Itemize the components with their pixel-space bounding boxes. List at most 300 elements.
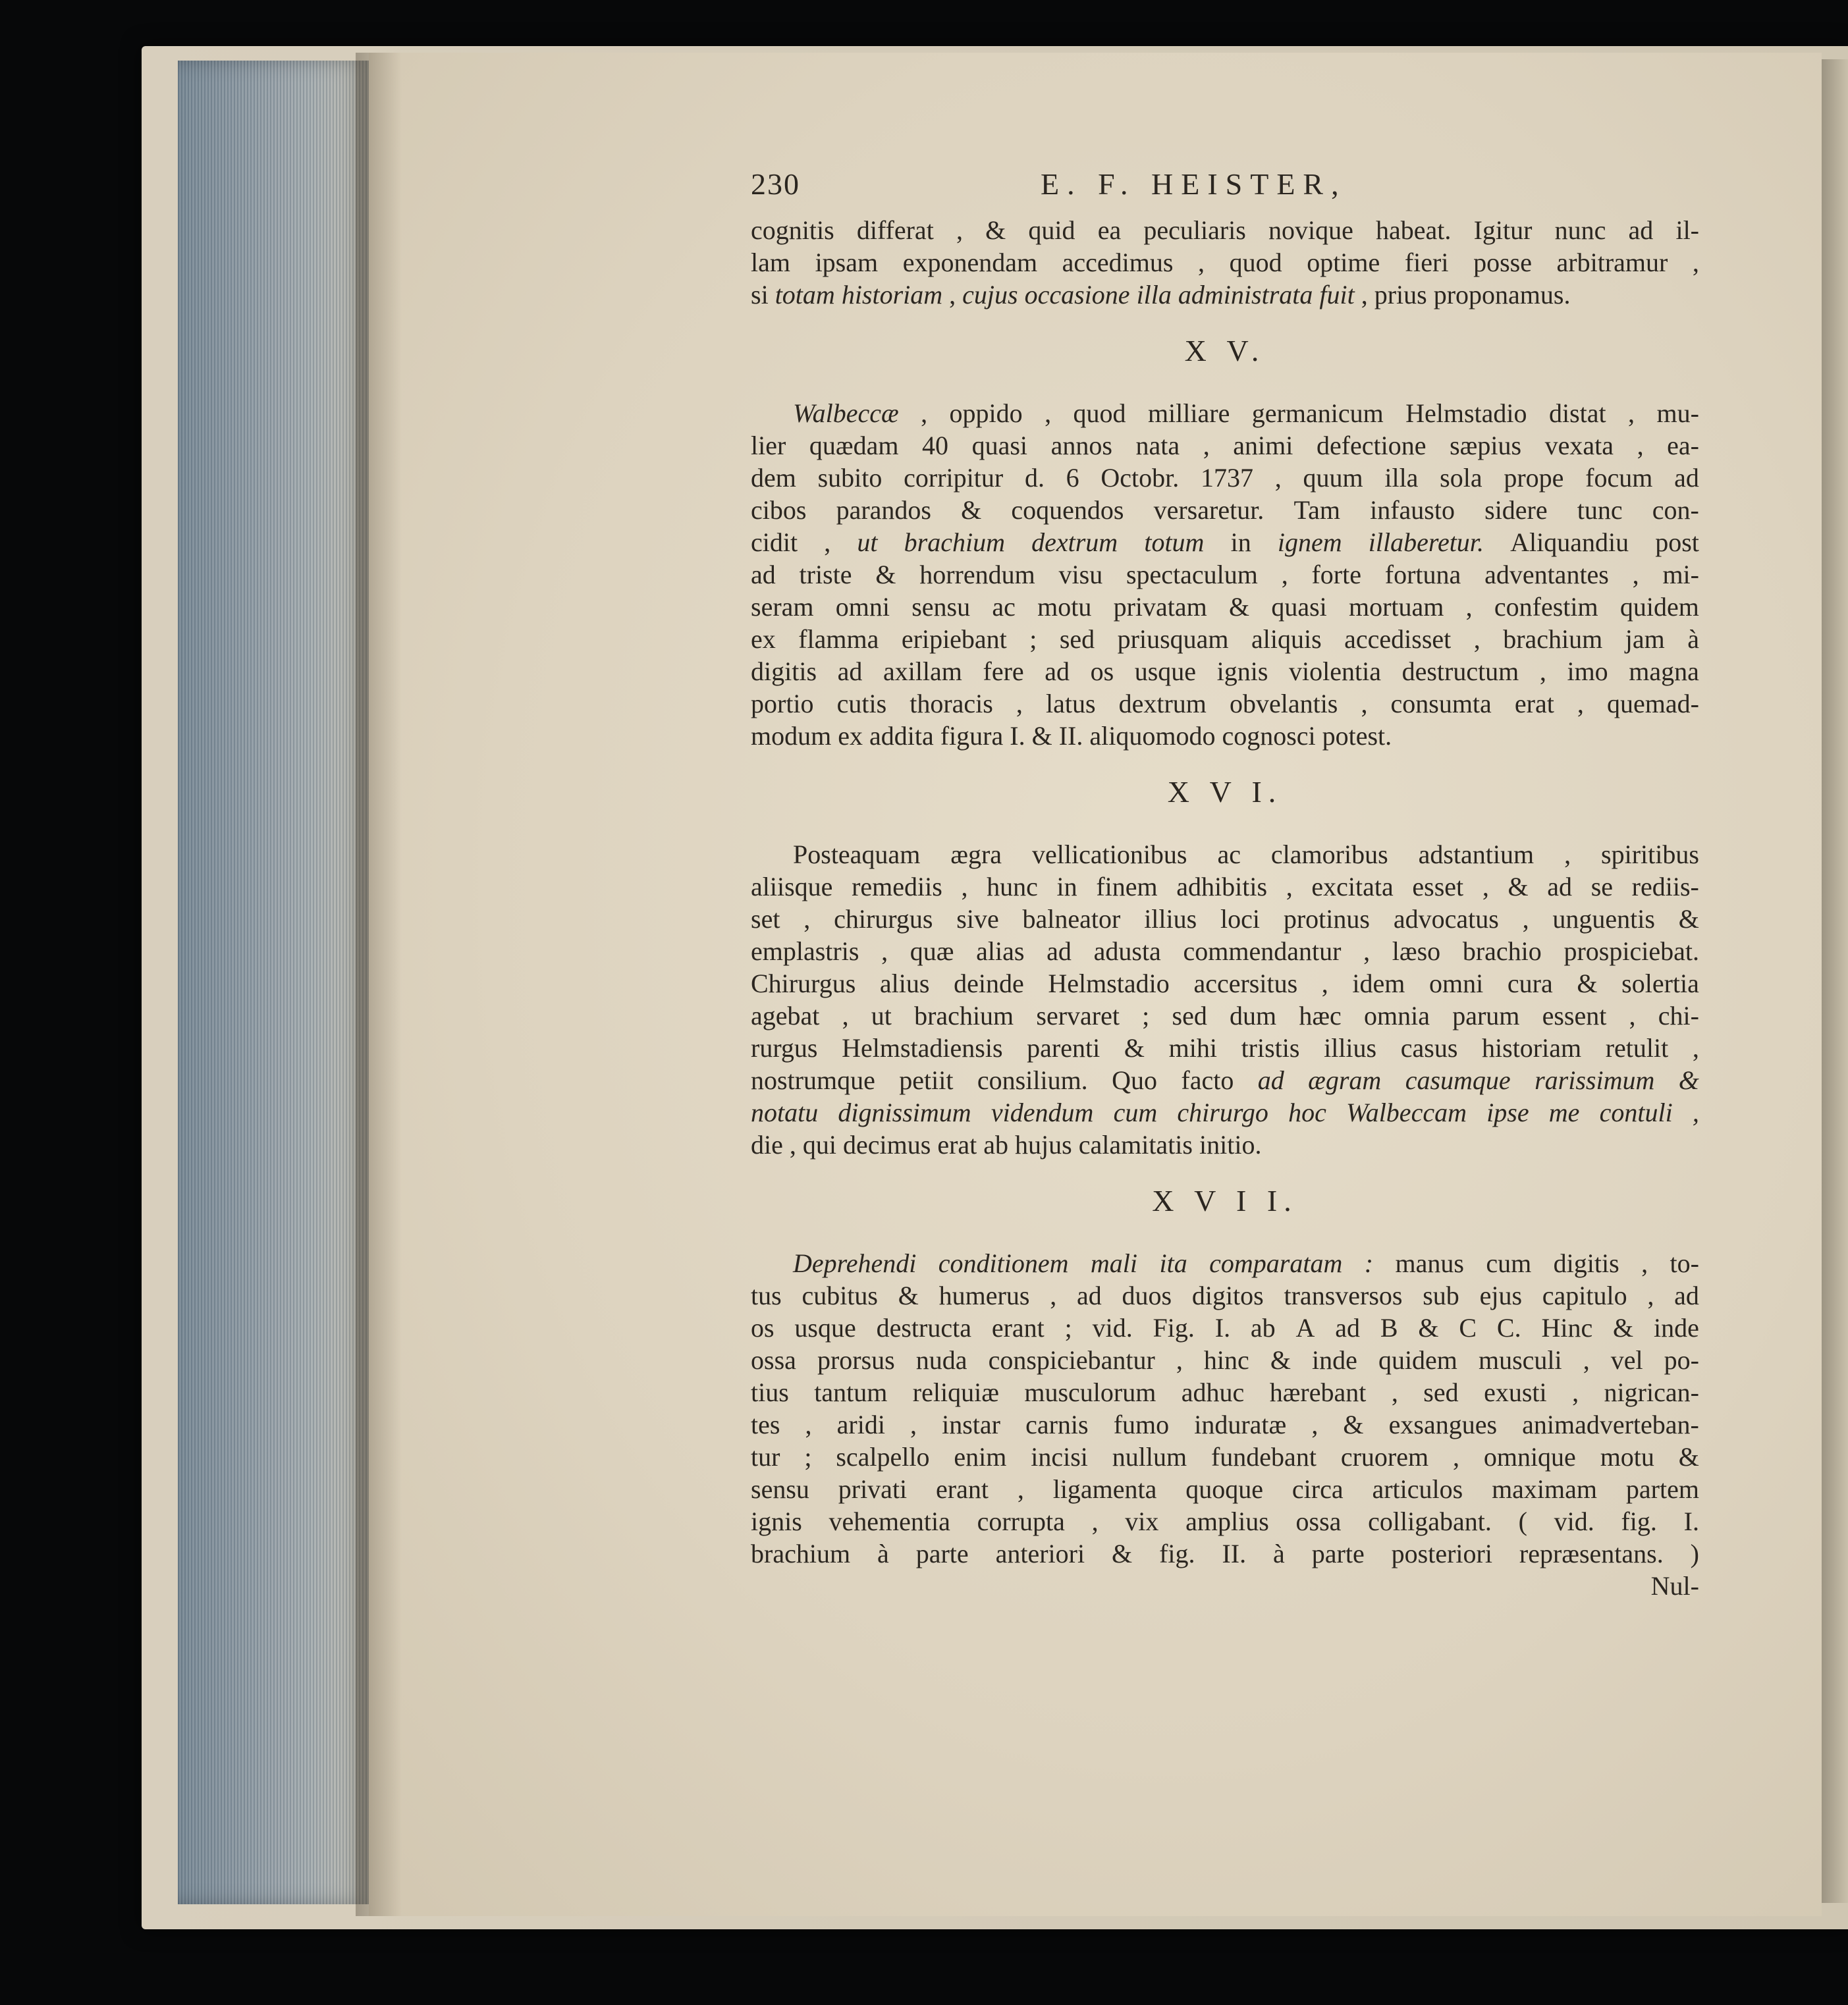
word: ad <box>1257 1065 1284 1095</box>
text-line <box>751 1096 1699 1129</box>
word: cutis <box>836 689 887 718</box>
word: hujus <box>1015 1130 1072 1160</box>
word: prius <box>1374 280 1427 309</box>
word: mihi <box>1168 1033 1217 1063</box>
word: adventantes <box>1484 560 1609 589</box>
word: , <box>1311 1410 1318 1439</box>
word: initio. <box>1199 1130 1262 1160</box>
word: latus <box>1045 689 1096 718</box>
word: totum <box>1144 527 1205 557</box>
word: & <box>1678 1065 1699 1095</box>
word: , <box>910 1410 917 1439</box>
word: illa <box>1384 463 1419 493</box>
word: & <box>1343 1410 1364 1439</box>
adjacent-page-edge <box>1822 59 1848 1903</box>
word: à <box>1273 1539 1285 1568</box>
word: cibos <box>751 495 807 525</box>
word: maximam <box>1492 1474 1598 1504</box>
word: ab <box>1250 1313 1276 1343</box>
word: adstantium <box>1418 840 1535 869</box>
word: duos <box>1122 1281 1172 1310</box>
word-space <box>1003 720 1010 752</box>
word: milliare <box>1147 398 1230 428</box>
word: emplastris <box>751 936 859 966</box>
word: , <box>1363 936 1371 966</box>
word: digitos <box>1191 1281 1264 1310</box>
word: portio <box>751 689 814 718</box>
word: , <box>805 1410 812 1439</box>
word: brachium <box>904 527 1005 557</box>
word: & <box>985 215 1006 245</box>
word: & <box>1577 969 1598 998</box>
word: hunc <box>987 872 1038 901</box>
text-line <box>751 1408 1699 1441</box>
word: privatam <box>1113 592 1207 622</box>
text-line <box>751 1032 1699 1064</box>
word: brachium <box>914 1001 1014 1030</box>
word: , <box>1692 248 1699 277</box>
word: lier <box>751 431 786 460</box>
text-line <box>751 558 1699 591</box>
word: solertia <box>1621 969 1699 998</box>
word-space <box>836 1129 843 1161</box>
word: ex <box>751 624 776 654</box>
word: , <box>1465 592 1473 622</box>
word: erant <box>936 1474 989 1504</box>
word-space <box>1025 720 1032 752</box>
word: seram <box>751 592 814 622</box>
vertical-space <box>751 752 1699 776</box>
word: reliquiæ <box>912 1377 999 1407</box>
word: Helmstadio <box>1405 398 1527 428</box>
word: humerus <box>938 1281 1030 1310</box>
word: sæpius <box>1450 431 1522 460</box>
word: habeat. <box>1376 215 1452 245</box>
word: ad <box>837 656 863 686</box>
word: destructum <box>1401 656 1519 686</box>
word: versaretur. <box>1153 495 1264 525</box>
word: esset <box>1412 872 1464 901</box>
word: ( <box>1518 1507 1527 1536</box>
word: parum <box>1452 1001 1520 1030</box>
word: infausto <box>1370 495 1455 525</box>
word: me <box>1548 1098 1580 1127</box>
word: & <box>875 560 896 589</box>
word: ipse <box>1486 1098 1529 1127</box>
word: magna <box>1629 656 1699 686</box>
text-line <box>751 687 1699 720</box>
word: addita <box>869 721 934 751</box>
word: , <box>881 936 888 966</box>
word: , <box>1637 431 1644 460</box>
word: quidem <box>1378 1345 1457 1375</box>
word: administrata <box>1178 280 1313 309</box>
word: quemad- <box>1606 689 1699 718</box>
word-space <box>977 1129 983 1161</box>
word: ; <box>804 1442 812 1472</box>
word: , <box>1473 624 1481 654</box>
word: set <box>751 904 780 934</box>
word: nata <box>1135 431 1180 460</box>
word: ; <box>1142 1001 1150 1030</box>
word: accedimus <box>1062 248 1174 277</box>
word: , <box>1647 1281 1654 1310</box>
word: fig. <box>1159 1539 1195 1568</box>
word: mortuam <box>1349 592 1444 622</box>
word: ad <box>1046 936 1072 966</box>
word: fumo <box>1113 1410 1170 1439</box>
word: , <box>1572 1377 1579 1407</box>
word: fieri <box>1404 248 1449 277</box>
word: , <box>803 904 811 934</box>
word: ad <box>1674 463 1699 493</box>
word: to- <box>1670 1248 1699 1278</box>
word: Deprehendi <box>793 1248 917 1278</box>
word: C. <box>1496 1313 1521 1343</box>
word-space <box>1316 720 1322 752</box>
word-space <box>942 279 949 311</box>
word: cubitus <box>802 1281 878 1310</box>
word: clamoribus <box>1270 840 1388 869</box>
word: accersitus <box>1193 969 1298 998</box>
word: 6 <box>1066 463 1079 493</box>
word: & <box>1678 904 1699 934</box>
gutter-shadow <box>356 53 402 1916</box>
word: servaret <box>1036 1001 1120 1030</box>
text-line <box>751 870 1699 903</box>
word-space <box>1392 720 1398 752</box>
text-line <box>751 623 1699 655</box>
vertical-space <box>751 311 1699 334</box>
word: , <box>1016 689 1023 718</box>
word: differat <box>856 215 934 245</box>
catchword: Nul- <box>1650 1571 1699 1601</box>
word: omnique <box>1483 1442 1576 1472</box>
word: C <box>1459 1313 1477 1343</box>
word: post <box>1655 527 1699 557</box>
word: ad <box>1076 1281 1102 1310</box>
word: fuit <box>1319 280 1355 309</box>
word: illa <box>1136 280 1172 309</box>
word: sidere <box>1484 495 1548 525</box>
word: , <box>1482 872 1489 901</box>
word: consumta <box>1390 689 1492 718</box>
word: motu <box>1037 592 1092 622</box>
word-space <box>1072 1129 1079 1161</box>
word: alius <box>879 969 930 998</box>
word: quum <box>1303 463 1363 493</box>
word: aridi <box>836 1410 885 1439</box>
word: Igitur <box>1473 215 1533 245</box>
word: exsangues <box>1388 1410 1498 1439</box>
word-space <box>863 720 869 752</box>
word: illius <box>1144 904 1197 934</box>
word: Tam <box>1293 495 1340 525</box>
word: , <box>1628 398 1635 428</box>
word: cujus <box>962 280 1018 309</box>
word: si <box>751 280 769 309</box>
word: cognitis <box>751 215 834 245</box>
word: brachio <box>1462 936 1542 966</box>
word: , <box>1539 656 1546 686</box>
word: animadverteban- <box>1522 1410 1699 1439</box>
word: , <box>1632 560 1639 589</box>
word: conspiciebantur <box>988 1345 1155 1375</box>
word: sola <box>1440 463 1482 493</box>
word: proponamus. <box>1433 280 1571 309</box>
word: Octobr. <box>1101 463 1180 493</box>
word: ad <box>1628 215 1654 245</box>
word: usque <box>1134 656 1197 686</box>
word: , <box>1452 1442 1459 1472</box>
word: prope <box>1504 463 1564 493</box>
text-line <box>751 1247 1699 1279</box>
word: chirurgo <box>1177 1098 1268 1127</box>
word: potest. <box>1322 721 1392 751</box>
word: , <box>961 872 968 901</box>
word: rurgus <box>751 1033 818 1063</box>
word-space <box>1215 720 1222 752</box>
word: quod <box>1073 398 1126 428</box>
word: priusquam <box>1117 624 1229 654</box>
word: ad <box>751 560 776 589</box>
body-text <box>751 214 1699 1570</box>
word: coquendos <box>1011 495 1124 525</box>
word: & <box>961 495 982 525</box>
word: balneator <box>1022 904 1121 934</box>
word: cum <box>1486 1248 1532 1278</box>
word: notatu <box>751 1098 819 1127</box>
word: , <box>1176 1345 1183 1375</box>
word: læso <box>1392 936 1441 966</box>
word: sensu <box>911 592 971 622</box>
word: sed <box>1172 1001 1207 1030</box>
vertical-space <box>751 808 1699 838</box>
word: hærebant <box>1269 1377 1367 1407</box>
word: contuli <box>1599 1098 1673 1127</box>
word: omnia <box>1364 1001 1430 1030</box>
word: amplius <box>1185 1507 1269 1536</box>
word: B <box>1380 1313 1398 1343</box>
word: , <box>1641 1248 1648 1278</box>
word: loci <box>1220 904 1261 934</box>
word: comparatam <box>1209 1248 1343 1278</box>
word: illius <box>1324 1033 1377 1063</box>
word: I. <box>1010 721 1025 751</box>
word: , <box>1203 431 1210 460</box>
word: vellicationibus <box>1031 840 1187 869</box>
word: ea- <box>1667 431 1699 460</box>
word: exponendam <box>902 248 1038 277</box>
word: ægram <box>1308 1065 1382 1095</box>
running-title: E. F. HEISTER, <box>1041 167 1347 201</box>
word: casumque <box>1405 1065 1511 1095</box>
word: & <box>898 1281 919 1310</box>
word: exusti <box>1484 1377 1547 1407</box>
word: subito <box>817 463 883 493</box>
text-line <box>751 526 1699 558</box>
word: totam <box>775 280 835 309</box>
word: agebat <box>751 1001 820 1030</box>
word: brachium <box>1503 624 1603 654</box>
text-block <box>751 168 1699 1602</box>
word: , <box>1050 1281 1057 1310</box>
text-line <box>751 720 1699 752</box>
text-line <box>751 838 1699 870</box>
text-line <box>751 429 1699 462</box>
word: ut <box>857 527 878 557</box>
text-line <box>751 1279 1699 1312</box>
word: mali <box>1090 1248 1138 1278</box>
vertical-space <box>751 1217 1699 1247</box>
word-space <box>831 720 838 752</box>
word-space <box>956 279 962 311</box>
word: retulit <box>1605 1033 1669 1063</box>
word: arbitramur <box>1556 248 1668 277</box>
section-heading: X V I I. <box>1152 1184 1298 1217</box>
word: tur <box>751 1442 780 1472</box>
word: repræsentans. <box>1519 1539 1664 1568</box>
word-space <box>1355 279 1361 311</box>
word: induratæ <box>1194 1410 1287 1439</box>
word: tantum <box>814 1377 888 1407</box>
word: essent <box>1542 1001 1607 1030</box>
word: , <box>824 527 831 557</box>
word: in <box>1230 527 1251 557</box>
word-space <box>1427 279 1434 311</box>
word: inde <box>1654 1313 1699 1343</box>
word: parenti <box>1027 1033 1101 1063</box>
word: distat <box>1548 398 1606 428</box>
word: , <box>1391 1377 1398 1407</box>
word: dem <box>751 463 796 493</box>
word: sub <box>1423 1281 1459 1310</box>
word: ossa <box>751 1345 796 1375</box>
word: : <box>1364 1248 1374 1278</box>
word: ex <box>838 721 863 751</box>
word: digitis <box>1553 1248 1619 1278</box>
word: ac <box>1217 840 1241 869</box>
word: musculi <box>1478 1345 1562 1375</box>
word: , <box>842 1001 849 1030</box>
word: imo <box>1567 656 1608 686</box>
word-space <box>934 720 940 752</box>
word: mi- <box>1662 560 1699 589</box>
word-space <box>1313 279 1319 311</box>
text-line <box>751 1312 1699 1344</box>
word: se <box>1590 872 1614 901</box>
word: eripiebant <box>901 624 1007 654</box>
word: idem <box>1352 969 1405 998</box>
word: , <box>1577 689 1584 718</box>
word: Walbeccam <box>1346 1098 1467 1127</box>
word: nuda <box>915 1345 967 1375</box>
word: quod <box>1229 248 1282 277</box>
word: qui <box>802 1130 836 1160</box>
word: adusta <box>1093 936 1161 966</box>
word: ab <box>983 1130 1009 1160</box>
word: os <box>751 1313 775 1343</box>
word: sed <box>1059 624 1095 654</box>
word: sive <box>956 904 999 934</box>
word: instar <box>942 1410 1000 1439</box>
word: focum <box>1585 463 1653 493</box>
word: à <box>1687 624 1699 654</box>
word: videndum <box>991 1098 1094 1127</box>
word: , <box>1017 1474 1024 1504</box>
text-line <box>751 1344 1699 1376</box>
word: hæc <box>1299 1001 1342 1030</box>
word: & <box>1508 872 1529 901</box>
text-line <box>751 214 1699 246</box>
word: sensu <box>751 1474 809 1504</box>
word: , <box>1091 1507 1099 1536</box>
word: chi- <box>1658 1001 1699 1030</box>
text-line <box>751 462 1699 494</box>
word: commendantur <box>1183 936 1342 966</box>
page-number: 230 <box>751 167 800 201</box>
word: quidem <box>1619 592 1699 622</box>
word: ad <box>1335 1313 1361 1343</box>
word: 40 <box>922 431 949 460</box>
text-line <box>751 279 1699 311</box>
word: , <box>1198 248 1205 277</box>
word: Helmstadio <box>1048 969 1170 998</box>
word: os <box>1090 656 1114 686</box>
word: con- <box>1652 495 1699 525</box>
word: protinus <box>1283 904 1370 934</box>
text-line <box>751 1505 1699 1537</box>
word: transversos <box>1284 1281 1403 1310</box>
word: adhibitis <box>1176 872 1268 901</box>
word: germanicum <box>1251 398 1384 428</box>
word: nullum <box>1112 1442 1187 1472</box>
word: ut <box>871 1001 892 1030</box>
word: , <box>1286 872 1293 901</box>
word: , <box>1281 560 1288 589</box>
word: accedisset <box>1344 624 1452 654</box>
word: hinc <box>1203 1345 1249 1375</box>
word: rarissimum <box>1535 1065 1655 1095</box>
word: decimus <box>843 1130 931 1160</box>
word: ita <box>1159 1248 1187 1278</box>
word: & <box>1270 1345 1291 1375</box>
word: motu <box>1600 1442 1654 1472</box>
word: ac <box>992 592 1016 622</box>
word: digitis <box>751 656 817 686</box>
word-space <box>783 1129 790 1161</box>
word: erat <box>937 1130 977 1160</box>
word: cidit <box>751 527 798 557</box>
word: fortuna <box>1384 560 1461 589</box>
word: advocatus <box>1393 904 1499 934</box>
word: occasione <box>1024 280 1130 309</box>
word: privati <box>838 1474 908 1504</box>
word: nostrumque <box>751 1065 875 1095</box>
word: articulos <box>1372 1474 1463 1504</box>
word: thoracis <box>910 689 993 718</box>
word: ea <box>1097 215 1122 245</box>
vertical-space <box>751 1161 1699 1185</box>
text-line <box>751 397 1699 429</box>
word: tus <box>751 1281 782 1310</box>
word: & <box>1124 1033 1145 1063</box>
word: cum <box>1113 1098 1158 1127</box>
word: , <box>1692 1033 1699 1063</box>
word: unguentis <box>1552 904 1655 934</box>
word: conditionem <box>938 1248 1069 1278</box>
word: d. <box>1024 463 1045 493</box>
